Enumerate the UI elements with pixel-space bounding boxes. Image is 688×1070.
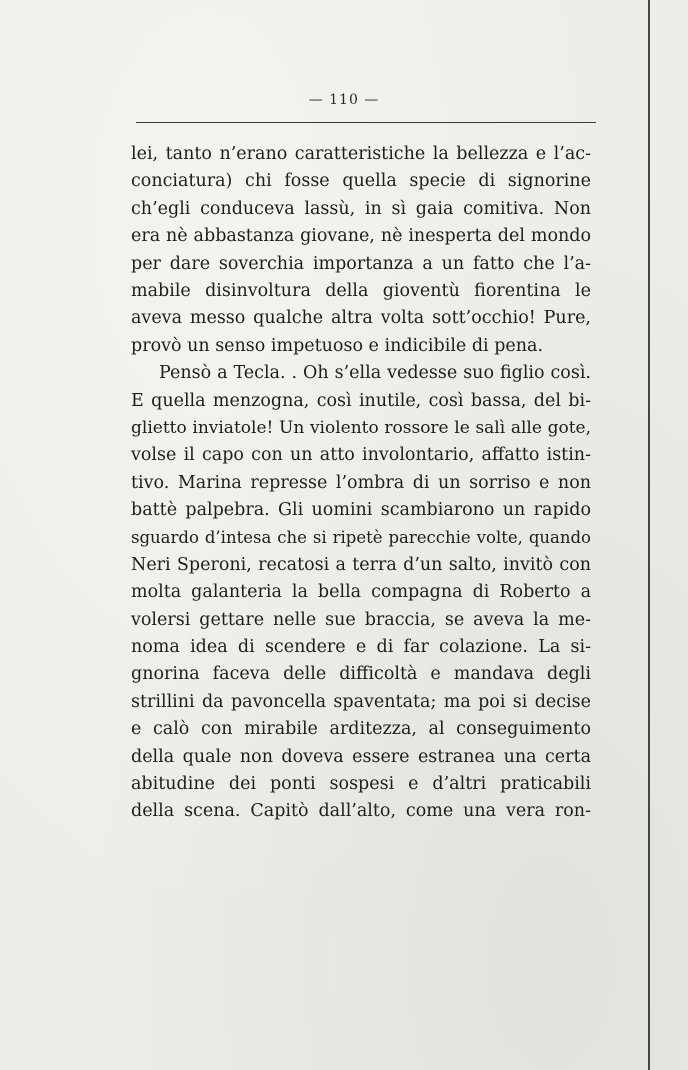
text-line: mabile disinvoltura della gioventù fiorentina le: [131, 280, 591, 301]
text-line: Pensò a Tecla. . Oh s’ella vedesse suo figlio così.: [159, 363, 591, 384]
text-line: strillini da pavoncella spaventata; ma poi si decise: [131, 691, 591, 712]
text-line: tivo. Marina represse l’ombra di un sorriso e non: [131, 472, 591, 493]
page-edge-line: [648, 0, 650, 1070]
body-text: [131, 141, 591, 826]
text-line: volse il capo con un atto involontario, affatto istin-: [131, 445, 591, 466]
text-line: abitudine dei ponti sospesi e d’altri praticabili: [131, 773, 591, 794]
header-rule: [136, 122, 596, 123]
text-line: Neri Speroni, recatosi a terra d’un salto, invitò con: [131, 554, 591, 575]
text-line: E quella menzogna, così inutile, così bassa, del bi-: [131, 390, 591, 411]
text-line: ch’egli conduceva lassù, in sì gaia comitiva. Non: [131, 198, 591, 219]
text-line: sguardo d’intesa che si ripetè parecchie volte, quando: [131, 528, 591, 548]
text-line: aveva messo qualche altra volta sott’occhio! Pure,: [131, 308, 591, 329]
text-line: battè palpebra. Gli uomini scambiarono un rapido: [131, 500, 591, 521]
text-line: glietto inviatole! Un violento rossore le salì alle gote,: [131, 417, 591, 438]
text-line: volersi gettare nelle sue braccia, se aveva la me-: [131, 609, 591, 630]
text-line: noma idea di scendere e di far colazione. La si-: [131, 637, 591, 658]
text-line: gnorina faceva delle difficoltà e mandava degli: [131, 664, 591, 685]
text-line: era nè abbastanza giovane, nè inesperta del mondo: [131, 226, 591, 247]
text-line: della scena. Capitò dall’alto, come una vera ron-: [131, 801, 591, 822]
text-line: per dare soverchia importanza a un fatto che l’a-: [131, 253, 591, 274]
text-line: molta galanteria la bella compagna di Roberto a: [131, 582, 591, 603]
text-line: conciatura) chi fosse quella specie di signorine: [131, 171, 591, 192]
text-line: e calò con mirabile arditezza, al conseguimento: [131, 719, 591, 740]
text-line: lei, tanto n’erano caratteristiche la bellezza e l’ac-: [131, 144, 591, 164]
page-number: — 110 —: [308, 92, 380, 108]
text-line: della quale non doveva essere estranea una certa: [131, 746, 591, 767]
text-line: provò un senso impetuoso e indicibile di pena.: [131, 335, 544, 356]
